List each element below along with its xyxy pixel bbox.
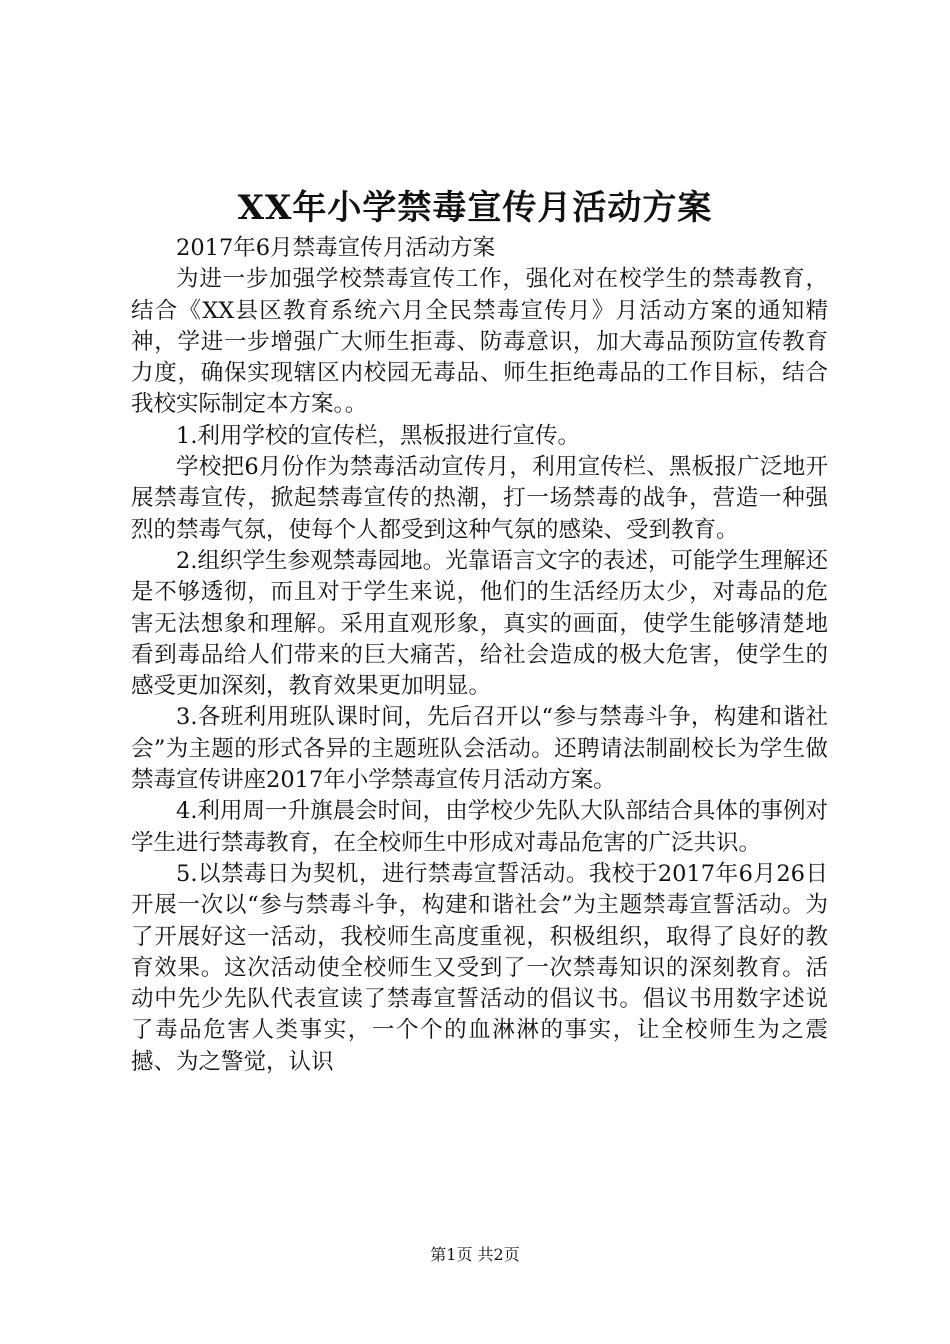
paragraph-subtitle: 2017年6月禁毒宣传月活动方案 <box>176 235 496 261</box>
paragraph-item-1-detail: 学校把6月份作为禁毒活动宣传月，利用宣传栏、黑板报广泛地开展禁毒宣传，掀起禁毒宣传的热潮，打一场禁毒的战争，营造一种强烈的禁毒气氛，使每个人都受到这种气氛的感染、受到教育。 <box>131 454 828 543</box>
paragraph-item-4: 4.利用周一升旗晨会时间，由学校少先队大队部结合具体的事例对学生进行禁毒教育，在全校师生中形成对毒品危害的广泛共识。 <box>131 798 828 856</box>
paragraph-item-2: 2.组织学生参观禁毒园地。光靠语言文字的表述，可能学生理解还是不够透彻，而且对于学生来说，他们的生活经历太少，对毒品的危害无法想象和理解。采用直观形象，真实的画面，使学生能够清楚地看到毒品给人们带来的巨大痛苦，给社会造成的极大危害，使学生的感受更加深刻，教育效果更加明显。 <box>131 547 828 700</box>
paragraph-item-3: 3.各班利用班队课时间，先后召开以“参与禁毒斗争，构建和谐社会”为主题的形式各异的主题班队会活动。还聘请法制副校长为学生做禁毒宣传讲座2017年小学禁毒宣传月活动方案。 <box>131 704 828 794</box>
paragraph-item-5: 5.以禁毒日为契机，进行禁毒宣誓活动。我校于2017年6月26日开展一次以“参与禁毒斗争，构建和谐社会”为主题禁毒宣誓活动。为了开展好这一活动，我校师生高度重视，积极组织，取得了良好的教育效果。这次活动使全校师生又受到了一次禁毒知识的深刻教育。活动中先少先队代表宣读了禁毒宣誓活动的倡议书。倡议书用数字述说了毒品危害人类事实，一个个的血淋淋的事实，让全校师生为之震撼、为之警觉，认识 <box>131 860 828 1075</box>
page-footer: 第1页 共2页 <box>430 1245 520 1264</box>
document-body <box>131 233 828 1078</box>
paragraph-item-1: 1.利用学校的宣传栏，黑板报进行宣传。 <box>176 422 580 449</box>
paragraph-intro: 为进一步加强学校禁毒宣传工作，强化对在校学生的禁毒教育，结合《XX县区教育系统六月全民禁毒宣传月》月活动方案的通知精神，学进一步增强广大师生拒毒、防毒意识，加大毒品预防宣传教育力度，确保实现辖区内校园无毒品、师生拒绝毒品的工作目标，结合我校实际制定本方案。。 <box>131 266 828 418</box>
document-title: XX年小学禁毒宣传月活动方案 <box>237 188 713 228</box>
